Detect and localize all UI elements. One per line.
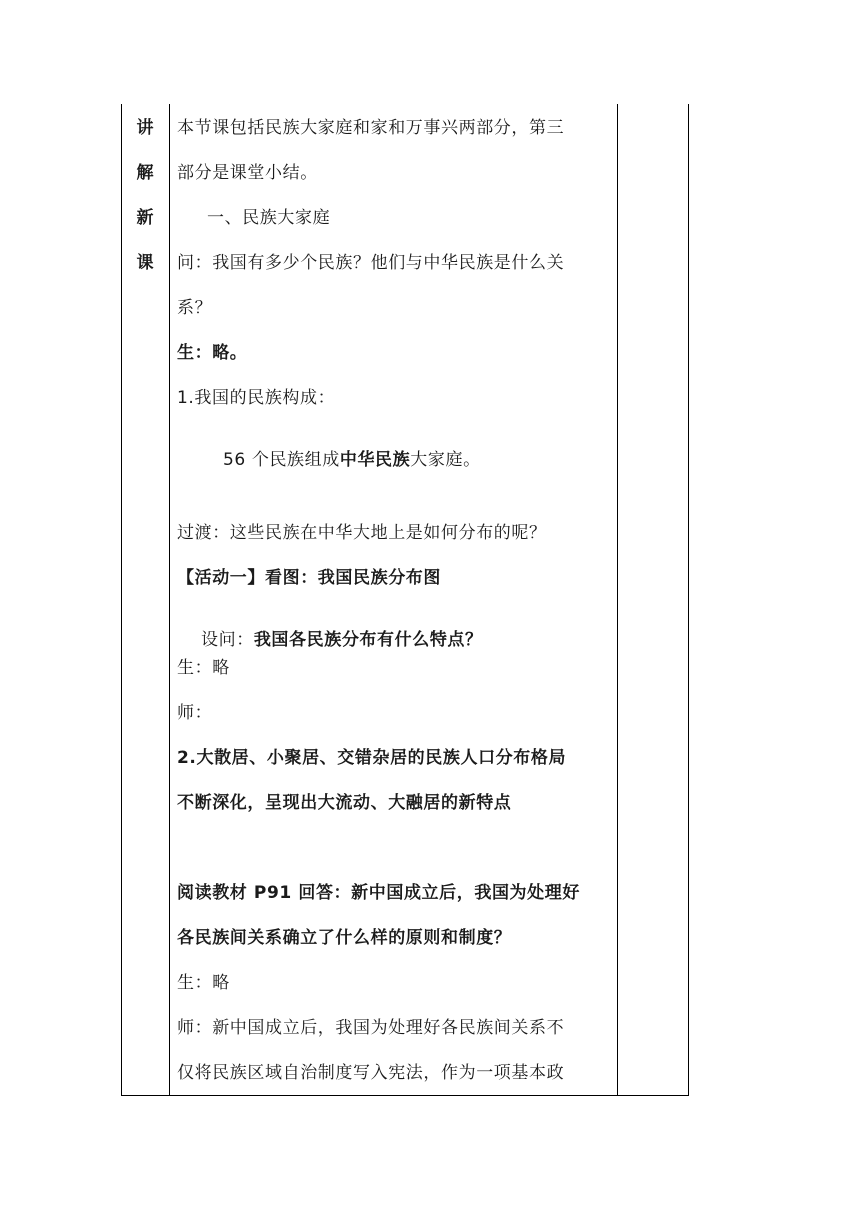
table-border-left <box>121 104 122 1095</box>
student-answer-1: 生：略。 <box>177 343 248 363</box>
side-label-char-3: 新 <box>136 208 154 228</box>
point-2-line-1: 2.大散居、小聚居、交错杂居的民族人口分布格局 <box>177 748 567 768</box>
student-answer-2: 生：略 <box>177 658 230 678</box>
reading-task-line-1: 阅读教材 P91 回答：新中国成立后，我国为处理好 <box>177 883 580 903</box>
intro-line-1: 本节课包括民族大家庭和家和万事兴两部分，第三 <box>177 118 565 138</box>
table-border-col2 <box>617 104 618 1095</box>
question-3-prefix: 设问： <box>201 630 254 650</box>
point-1-heading: 1.我国的民族构成： <box>177 388 336 408</box>
point-1-content <box>199 435 481 486</box>
teacher-line-3: 仅将民族区域自治制度写入宪法，作为一项基本政 <box>177 1063 565 1083</box>
transition-line: 过渡：这些民族在中华大地上是如何分布的呢？ <box>177 523 547 543</box>
question-line-1: 问：我国有多少个民族？他们与中华民族是什么关 <box>177 253 565 273</box>
side-label-char-1: 讲 <box>136 118 154 138</box>
teacher-line-2: 师：新中国成立后，我国为处理好各民族间关系不 <box>177 1018 565 1038</box>
table-border-bottom <box>121 1095 689 1096</box>
side-label-char-2: 解 <box>136 163 154 183</box>
section-heading: 一、民族大家庭 <box>207 208 331 228</box>
point-1-part-b: 中华民族 <box>339 450 411 470</box>
activity-heading: 【活动一】看图：我国民族分布图 <box>177 568 441 588</box>
question-line-2: 系？ <box>177 298 213 318</box>
intro-line-2: 部分是课堂小结。 <box>177 163 318 183</box>
point-1-part-a: 56 个民族组成 <box>223 450 340 470</box>
student-answer-3: 生：略 <box>177 973 230 993</box>
table-border-col1 <box>169 104 170 1095</box>
table-border-right <box>688 104 689 1095</box>
teacher-line-1: 师： <box>177 703 213 723</box>
reading-task-line-2: 各民族间关系确立了什么样的原则和制度？ <box>177 928 512 948</box>
question-3-text: 我国各民族分布有什么特点？ <box>253 630 483 650</box>
point-1-part-c: 大家庭。 <box>410 450 481 470</box>
side-label-char-4: 课 <box>136 253 154 273</box>
point-2-line-2: 不断深化，呈现出大流动、大融居的新特点 <box>177 793 512 813</box>
